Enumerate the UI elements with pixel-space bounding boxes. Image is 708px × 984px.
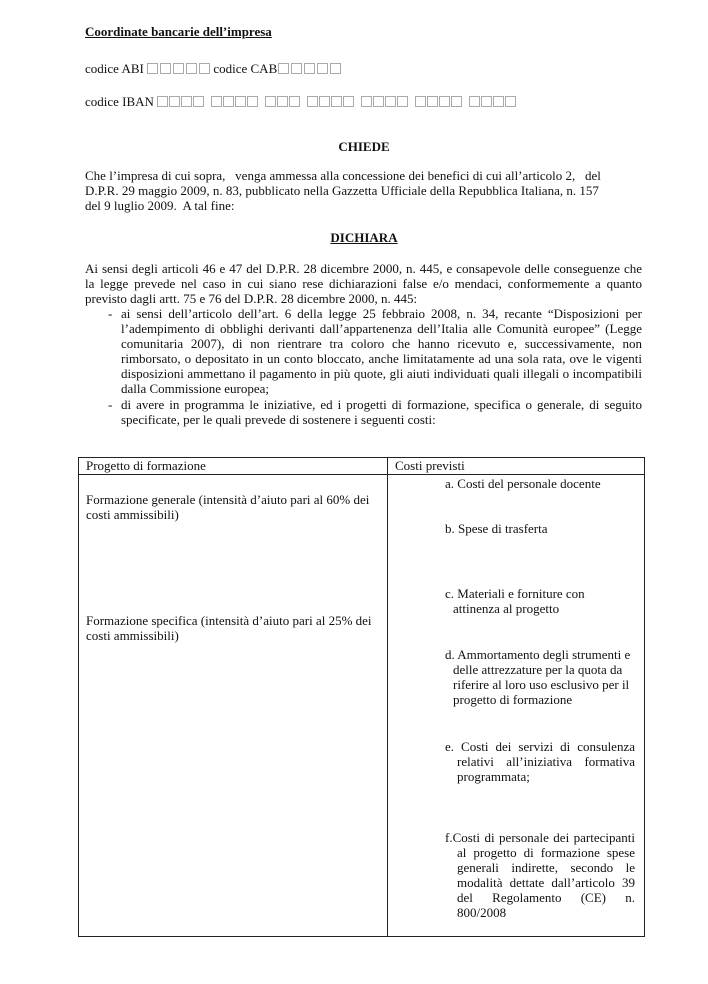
- iban-label: codice IBAN: [85, 94, 154, 109]
- digit-box[interactable]: [235, 96, 246, 107]
- table-row: [79, 475, 645, 937]
- digit-box[interactable]: [307, 96, 318, 107]
- digit-box[interactable]: [439, 96, 450, 107]
- project-general: Formazione generale (intensità d’aiuto pari al 60% dei costi ammissibili): [86, 492, 370, 522]
- cost-item-d: d. Ammortamento degli strumenti e delle attrezzature per la quota da riferire al loro uso esclusivo per il progetto di formazione: [445, 647, 631, 707]
- bullet-marker: -: [108, 397, 113, 412]
- cab-label: codice CAB: [213, 61, 278, 76]
- digit-box[interactable]: [223, 96, 234, 107]
- chiede-line: Che l’impresa di cui sopra, venga ammessa alla concessione dei benefici di cui all’articolo 2, del: [85, 168, 601, 183]
- digit-box[interactable]: [331, 96, 342, 107]
- training-costs-table: [78, 457, 645, 937]
- digit-box[interactable]: [211, 96, 222, 107]
- iban-group: [415, 96, 462, 107]
- digit-box[interactable]: [157, 96, 168, 107]
- cost-item-b: b. Spese di trasferta: [445, 521, 548, 536]
- cab-input-boxes[interactable]: [278, 63, 341, 74]
- digit-box[interactable]: [278, 63, 289, 74]
- digit-box[interactable]: [289, 96, 300, 107]
- digit-box[interactable]: [186, 63, 197, 74]
- iban-row: [85, 94, 523, 109]
- abi-input-boxes[interactable]: [147, 63, 210, 74]
- costs-cell: [388, 475, 645, 937]
- project-cell: [79, 475, 388, 937]
- cost-item-e: e. Costi dei servizi di consulenza relativi all’iniziativa formativa programmata;: [445, 739, 635, 784]
- digit-box[interactable]: [199, 63, 210, 74]
- iban-group: [211, 96, 258, 107]
- bullet-text: di avere in programma le iniziative, ed i progetti di formazione, specifica o generale, di seguito specificate, per le quali prevede di sostenere i seguenti costi:: [121, 397, 642, 427]
- digit-box[interactable]: [181, 96, 192, 107]
- digit-box[interactable]: [469, 96, 480, 107]
- digit-box[interactable]: [317, 63, 328, 74]
- bank-section-title: Coordinate bancarie dell’impresa: [85, 24, 272, 39]
- digit-box[interactable]: [160, 63, 171, 74]
- digit-box[interactable]: [343, 96, 354, 107]
- column-header-project: Progetto di formazione: [79, 458, 388, 475]
- dichiara-heading: DICHIARA: [330, 230, 398, 245]
- digit-box[interactable]: [361, 96, 372, 107]
- dichiara-intro: Ai sensi degli articoli 46 e 47 del D.P.R. 28 dicembre 2000, n. 445, e consapevole delle conseguenze che la legge prevede nel caso in cui siano rese dichiarazioni false e/o mendaci, conformemente a quanto previsto dagli artt. 75 e 76 del D.P.R. 28 dicembre 2000, n. 445:: [85, 261, 642, 306]
- digit-box[interactable]: [291, 63, 302, 74]
- iban-group: [157, 96, 204, 107]
- digit-box[interactable]: [427, 96, 438, 107]
- chiede-line: del 9 luglio 2009. A tal fine:: [85, 198, 235, 213]
- digit-box[interactable]: [193, 96, 204, 107]
- digit-box[interactable]: [451, 96, 462, 107]
- digit-box[interactable]: [147, 63, 158, 74]
- iban-group: [361, 96, 408, 107]
- digit-box[interactable]: [173, 63, 184, 74]
- chiede-line: D.P.R. 29 maggio 2009, n. 83, pubblicato nella Gazzetta Ufficiale della Repubblica Italiana, n. 157: [85, 183, 599, 198]
- digit-box[interactable]: [169, 96, 180, 107]
- abi-cab-row: [85, 61, 341, 76]
- digit-box[interactable]: [481, 96, 492, 107]
- chiede-heading: CHIEDE: [338, 139, 390, 154]
- digit-box[interactable]: [265, 96, 276, 107]
- digit-box[interactable]: [373, 96, 384, 107]
- chiede-paragraph: [85, 168, 655, 213]
- digit-box[interactable]: [330, 63, 341, 74]
- dichiara-bullet: [108, 397, 642, 427]
- column-header-costs: Costi previsti: [388, 458, 645, 475]
- abi-label: codice ABI: [85, 61, 144, 76]
- dichiara-bullet: [108, 306, 642, 396]
- cost-item-a: a. Costi del personale docente: [445, 476, 601, 491]
- digit-box[interactable]: [247, 96, 258, 107]
- digit-box[interactable]: [415, 96, 426, 107]
- bullet-text: ai sensi dell’articolo dell’art. 6 della legge 25 febbraio 2008, n. 34, recante “Disposizioni per l’adempimento di obblighi derivanti dall’appartenenza dell’Italia alle Comunità europee” (Legge comunitaria 2007), di non rientrare tra coloro che hanno ricevuto e, successivamente, non rimborsato, o depositato in un conto bloccato, anche limitatamente ad una sola rata, ove le vigenti disposizioni ammettano il pagamento in più quote, gli aiuti individuati quali illegali o incompatibili dalla Commissione europea;: [121, 306, 642, 396]
- digit-box[interactable]: [277, 96, 288, 107]
- table-header-row: [79, 458, 645, 475]
- digit-box[interactable]: [319, 96, 330, 107]
- digit-box[interactable]: [385, 96, 396, 107]
- digit-box[interactable]: [493, 96, 504, 107]
- bullet-marker: -: [108, 306, 113, 321]
- iban-group: [307, 96, 354, 107]
- iban-group: [469, 96, 516, 107]
- iban-group: [265, 96, 300, 107]
- project-specific: Formazione specifica (intensità d’aiuto pari al 25% dei costi ammissibili): [86, 613, 372, 643]
- digit-box[interactable]: [304, 63, 315, 74]
- digit-box[interactable]: [397, 96, 408, 107]
- cost-item-c: c. Materiali e forniture con attinenza al progetto: [445, 586, 585, 616]
- iban-input-boxes[interactable]: [157, 94, 523, 109]
- digit-box[interactable]: [505, 96, 516, 107]
- cost-item-f: f.Costi di personale dei partecipanti al progetto di formazione spese generali indirette, secondo le modalità dettate dall’articolo 39 del Regolamento (CE) n. 800/2008: [445, 830, 635, 920]
